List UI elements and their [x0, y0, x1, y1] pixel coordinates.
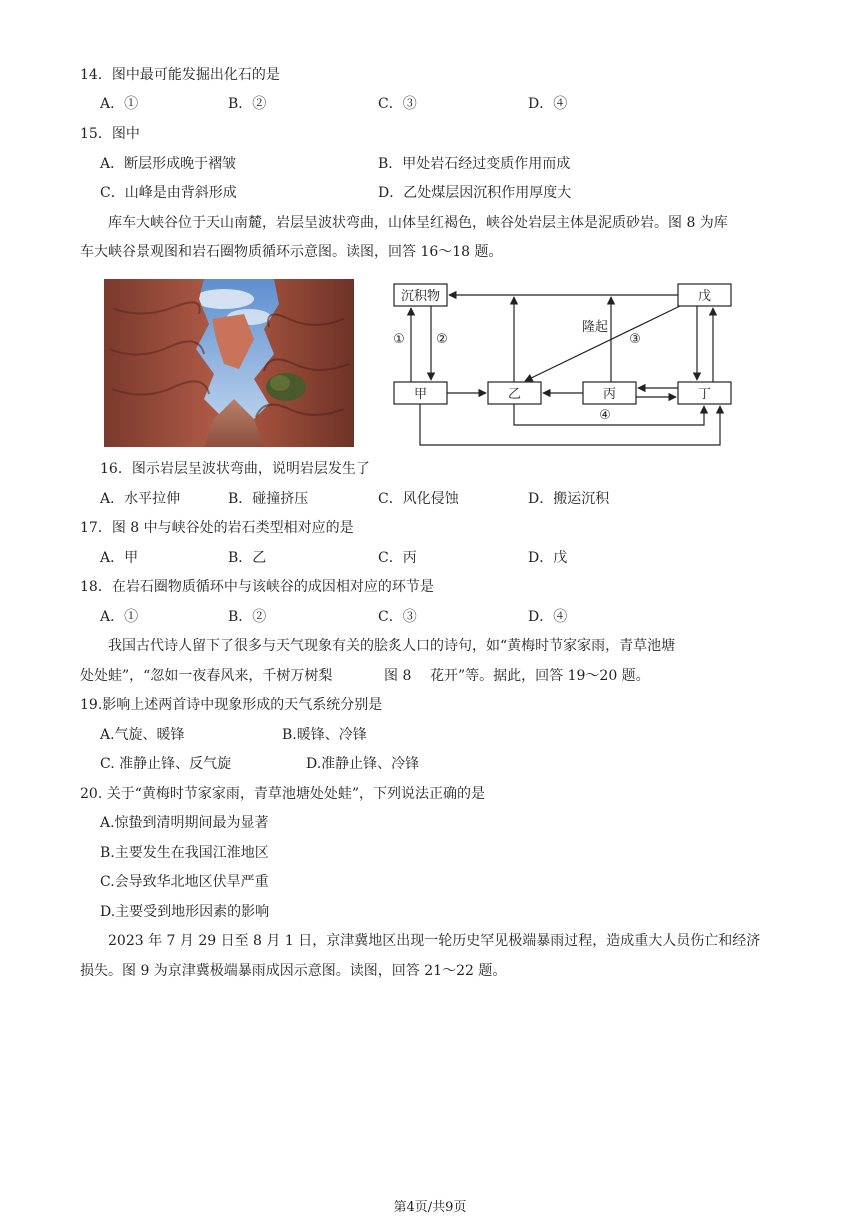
q14-option-d: D．④	[528, 96, 568, 112]
q14-option-a: A．①	[100, 96, 139, 112]
q18-option-a: A．①	[100, 609, 139, 625]
intro-paragraph-3-line-2: 损失。图 9 为京津冀极端暴雨成因示意图。读图，回答 21～22 题。	[80, 963, 507, 979]
q14-option-b: B．②	[228, 96, 267, 112]
question-18-stem: 18．在岩石圈物质循环中与该峡谷的成因相对应的环节是	[80, 579, 434, 595]
label-circle-3: ③	[629, 332, 641, 347]
q19-option-b: B.暖锋、冷锋	[282, 727, 367, 743]
question-14-stem: 14．图中最可能发掘出化石的是	[80, 67, 280, 83]
canyon-landscape-photo	[104, 279, 354, 447]
label-wu: 戊	[697, 289, 712, 304]
intro-paragraph-1-line-1: 库车大峡谷位于天山南麓，岩层呈波状弯曲，山体呈红褐色，峡谷处岩层主体是泥质砂岩。图 8 为库	[108, 215, 728, 231]
question-20-stem: 20. 关于“黄梅时节家家雨，青草池塘处处蛙”，下列说法正确的是	[80, 786, 486, 802]
intro-paragraph-2-line-2b: 花开”等。据此，回答 19～20 题。	[430, 668, 650, 684]
q18-option-b: B．②	[228, 609, 267, 625]
q15-option-d: D．乙处煤层因沉积作用厚度大	[378, 185, 572, 201]
q19-option-c: C. 准静止锋、反气旋	[100, 756, 232, 772]
q16-option-a: A．水平拉伸	[100, 491, 181, 507]
intro-paragraph-3-line-1: 2023 年 7 月 29 日至 8 月 1 日，京津冀地区出现一轮历史罕见极端暴雨过程，造成重大人员伤亡和经济	[108, 933, 761, 949]
label-circle-2: ②	[436, 332, 448, 347]
q15-option-a: A．断层形成晚于褶皱	[100, 156, 237, 172]
label-circle-1: ①	[393, 332, 405, 347]
page-number-footer: 第4页/共9页	[393, 1200, 467, 1215]
label-jia: 甲	[413, 387, 428, 402]
q17-option-a: A．甲	[100, 550, 139, 566]
q17-option-c: C．丙	[378, 550, 417, 566]
q17-option-b: B．乙	[228, 550, 267, 566]
label-circle-4: ④	[599, 408, 611, 423]
q18-option-d: D．④	[528, 609, 568, 625]
label-sediment: 沉积物	[400, 289, 441, 304]
q17-option-d: D．戊	[528, 550, 568, 566]
q19-option-a: A.气旋、暖锋	[100, 727, 185, 743]
intro-paragraph-2-line-1: 我国古代诗人留下了很多与天气现象有关的脍炙人口的诗句，如“黄梅时节家家雨，青草池塘	[108, 638, 676, 654]
label-bing: 丙	[602, 387, 617, 402]
q20-option-c: C.会导致华北地区伏旱严重	[100, 874, 269, 890]
q15-option-c: C．山峰是由背斜形成	[100, 185, 237, 201]
arrow-3-wu-to-yi	[525, 306, 680, 381]
q16-option-b: B．碰撞挤压	[228, 491, 309, 507]
intro-paragraph-2-line-2a: 处处蛙”，“忽如一夜春风来，千树万树梨	[80, 668, 333, 684]
intro-paragraph-1-line-2: 车大峡谷景观图和岩石圈物质循环示意图。读图，回答 16～18 题。	[80, 244, 503, 260]
q16-option-d: D．搬运沉积	[528, 491, 610, 507]
q20-option-a: A.惊蛰到清明期间最为显著	[100, 815, 269, 831]
q20-option-b: B.主要发生在我国江淮地区	[100, 845, 269, 861]
label-yi: 乙	[507, 387, 522, 402]
question-17-stem: 17．图 8 中与峡谷处的岩石类型相对应的是	[80, 520, 354, 536]
question-15-stem: 15．图中	[80, 126, 140, 142]
q20-option-d: D.主要受到地形因素的影响	[100, 904, 270, 920]
figure-8-caption: 图 8	[384, 668, 412, 684]
q14-option-c: C．③	[378, 96, 417, 112]
rock-cycle-diagram	[385, 279, 745, 451]
label-uplift: 隆起	[581, 320, 609, 335]
q15-option-b: B．甲处岩石经过变质作用而成	[378, 156, 571, 172]
question-19-stem: 19.影响上述两首诗中现象形成的天气系统分别是	[80, 697, 383, 713]
question-16-stem: 16．图示岩层呈波状弯曲，说明岩层发生了	[100, 461, 370, 477]
q18-option-c: C．③	[378, 609, 417, 625]
q19-option-d: D.准静止锋、冷锋	[306, 756, 420, 772]
label-ding: 丁	[697, 387, 712, 402]
q16-option-c: C．风化侵蚀	[378, 491, 459, 507]
